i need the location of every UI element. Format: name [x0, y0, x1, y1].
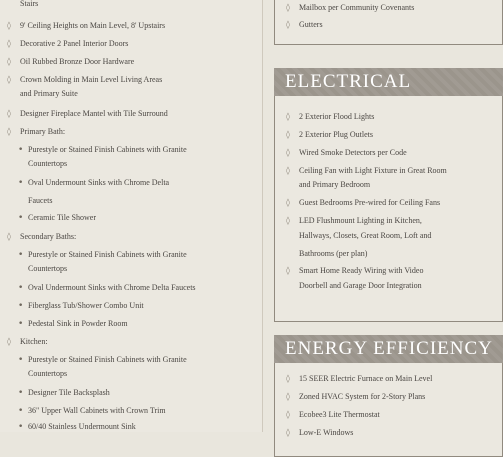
list-item: • Designer Tile Backsplash: [28, 387, 110, 399]
list-item: • Oval Undermount Sinks with Chrome Delta: [28, 177, 169, 189]
list-item: Bathrooms (per plan): [299, 249, 368, 258]
list-item: • 36" Upper Wall Cabinets with Crown Trim: [28, 405, 166, 417]
list-item: • Purestyle or Stained Finish Cabinets with Granite: [28, 249, 187, 261]
list-item: ◊ Designer Fireplace Mantel with Tile Surround: [20, 108, 168, 120]
list-item: ◊ Decorative 2 Panel Interior Doors: [20, 38, 128, 50]
list-item: Faucets: [28, 196, 53, 205]
list-item: ◊ Secondary Baths:: [20, 231, 76, 243]
list-item: ◊ Wired Smoke Detectors per Code: [299, 147, 407, 159]
list-item: Stairs: [20, 0, 39, 8]
list-item: ◊ 2 Exterior Flood Lights: [299, 111, 374, 123]
list-item: Countertops: [28, 369, 68, 378]
list-item: ◊ Guest Bedrooms Pre-wired for Ceiling Fans: [299, 197, 440, 209]
list-item: • Purestyle or Stained Finish Cabinets with Granite: [28, 354, 187, 366]
list-item: ◊ 2 Exterior Plug Outlets: [299, 129, 373, 141]
list-item: • 60/40 Stainless Undermount Sink: [28, 421, 136, 433]
list-item: • Purestyle or Stained Finish Cabinets with Granite: [28, 144, 187, 156]
section-heading: ELECTRICAL: [274, 68, 503, 96]
list-item: ◊ 9' Ceiling Heights on Main Level, 8' Upstairs: [20, 20, 165, 32]
list-item: • Pedestal Sink in Powder Room: [28, 318, 128, 330]
list-item: ◊ Ecobee3 Lite Thermostat: [299, 409, 380, 421]
list-item: ◊ Crown Molding in Main Level Living Areas: [20, 74, 162, 86]
list-item: Countertops: [28, 264, 68, 273]
list-item: ◊ LED Flushmount Lighting in Kitchen,: [299, 215, 422, 227]
list-item: and Primary Bedroom: [299, 180, 371, 189]
list-item: ◊ Primary Bath:: [20, 126, 65, 138]
exterior-box: [274, 0, 503, 45]
energy-efficiency-section: [274, 335, 503, 457]
list-item: ◊ Ceiling Fan with Light Fixture in Great Room: [299, 165, 447, 177]
list-item: Countertops: [28, 159, 68, 168]
list-item: ◊ 15 SEER Electric Furnace on Main Level: [299, 373, 432, 385]
list-item: • Oval Undermount Sinks with Chrome Delta Faucets: [28, 282, 196, 294]
list-item: and Primary Suite: [20, 89, 78, 98]
list-item: ◊ Gutters: [299, 19, 323, 31]
list-item: • Fiberglass Tub/Shower Combo Unit: [28, 300, 144, 312]
electrical-section: [274, 68, 503, 322]
list-item: ◊ Smart Home Ready Wiring with Video: [299, 265, 423, 277]
list-item: ◊ Zoned HVAC System for 2-Story Plans: [299, 391, 425, 403]
list-item: ◊ Low-E Windows: [299, 427, 353, 439]
left-column: [0, 0, 263, 432]
list-item: ◊ Kitchen:: [20, 336, 48, 348]
list-item: • Ceramic Tile Shower: [28, 212, 96, 224]
list-item: ◊ Mailbox per Community Covenants: [299, 2, 414, 14]
section-heading: ENERGY EFFICIENCY: [274, 335, 503, 363]
list-item: Doorbell and Garage Door Integration: [299, 281, 422, 290]
list-item: Hallways, Closets, Great Room, Loft and: [299, 231, 432, 240]
list-item: ◊ Oil Rubbed Bronze Door Hardware: [20, 56, 134, 68]
